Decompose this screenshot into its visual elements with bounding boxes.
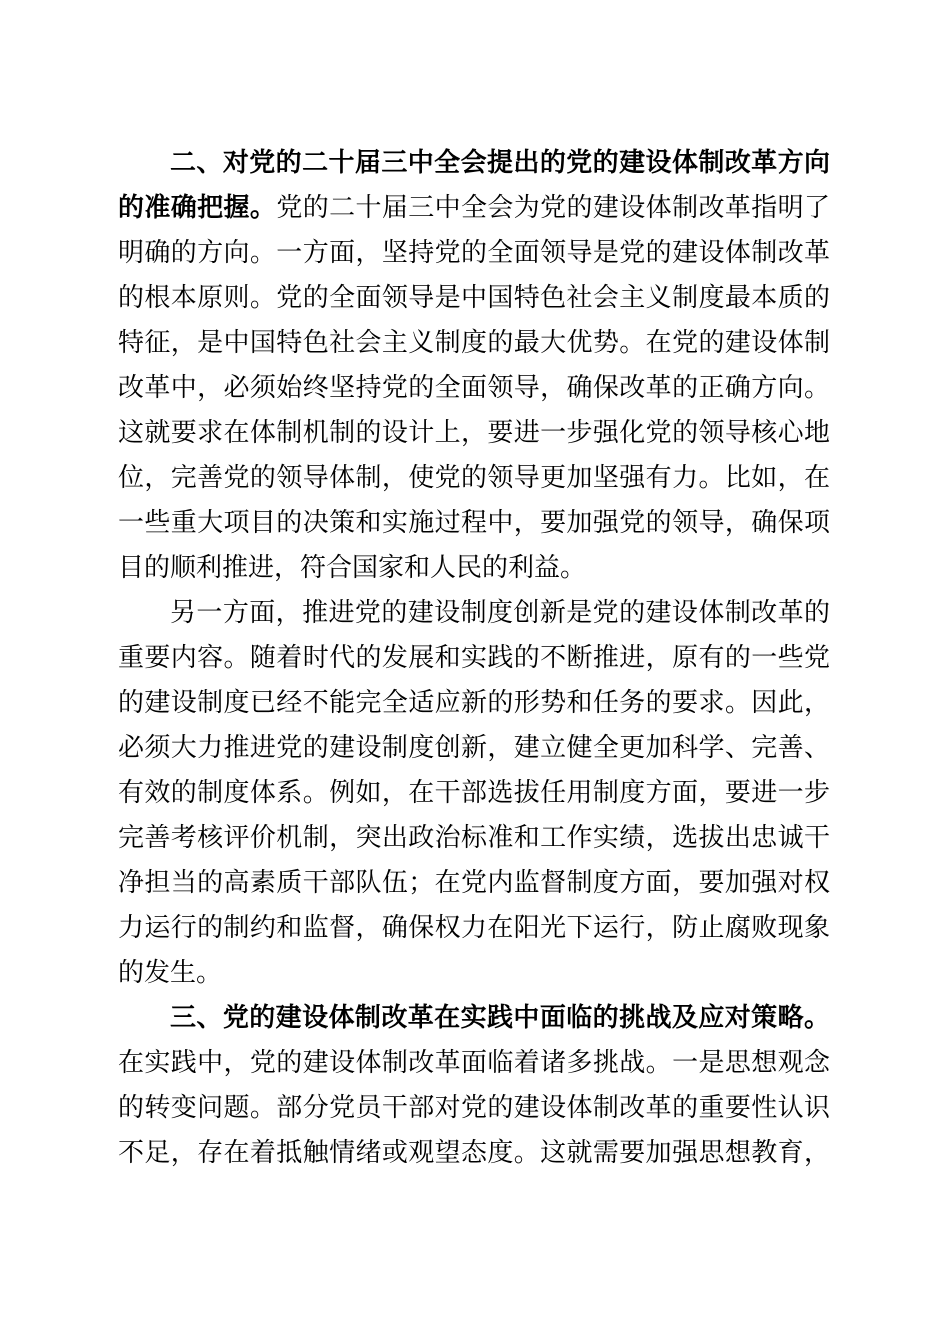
body-text-segment: 的发生。 — [118, 958, 223, 988]
text-line — [118, 410, 830, 455]
text-line — [118, 815, 830, 860]
text-line — [118, 1040, 830, 1085]
text-line — [118, 770, 830, 815]
text-line — [118, 230, 830, 275]
text-line — [118, 995, 830, 1040]
text-line — [118, 950, 830, 995]
text-line — [118, 725, 830, 770]
heading-text-segment: 的准确把握。 — [118, 193, 277, 223]
body-text-segment: 力运行的制约和监督，确保权力在阳光下运行，防止腐败现象 — [118, 913, 830, 943]
body-text-segment: 位，完善党的领导体制，使党的领导更加坚强有力。比如，在 — [118, 463, 830, 493]
body-text-segment: 另一方面，推进党的建设制度创新是党的建设体制改革的 — [170, 598, 830, 628]
body-text-segment: 的转变问题。部分党员干部对党的建设体制改革的重要性认识 — [118, 1093, 830, 1123]
text-line — [118, 500, 830, 545]
text-line — [118, 1130, 830, 1175]
text-line — [118, 320, 830, 365]
text-line — [118, 140, 830, 185]
text-line — [118, 1085, 830, 1130]
text-line — [118, 365, 830, 410]
body-text-segment: 净担当的高素质干部队伍；在党内监督制度方面，要加强对权 — [118, 868, 830, 898]
body-text-segment: 一些重大项目的决策和实施过程中，要加强党的领导，确保项 — [118, 508, 830, 538]
text-line — [118, 185, 830, 230]
body-text-segment: 目的顺利推进，符合国家和人民的利益。 — [118, 553, 587, 583]
text-line — [118, 590, 830, 635]
body-text-segment: 有效的制度体系。例如，在干部选拔任用制度方面，要进一步 — [118, 778, 830, 808]
body-text-segment: 在实践中，党的建设体制改革面临着诸多挑战。一是思想观念 — [118, 1048, 830, 1078]
body-text-segment: 改革中，必须始终坚持党的全面领导，确保改革的正确方向。 — [118, 373, 830, 403]
text-line — [118, 275, 830, 320]
text-line — [118, 635, 830, 680]
paragraph — [118, 995, 830, 1175]
body-text-segment: 必须大力推进党的建设制度创新，建立健全更加科学、完善、 — [118, 733, 830, 763]
body-text-segment: 特征，是中国特色社会主义制度的最大优势。在党的建设体制 — [118, 328, 830, 358]
heading-text-segment: 三、党的建设体制改革在实践中面临的挑战及应对策略。 — [170, 1003, 830, 1033]
body-text-segment: 的建设制度已经不能完全适应新的形势和任务的要求。因此， — [118, 688, 830, 718]
text-line — [118, 545, 830, 590]
body-text-segment: 党的二十届三中全会为党的建设体制改革指明了 — [276, 193, 830, 223]
body-text-segment: 完善考核评价机制，突出政治标准和工作实绩，选拔出忠诚干 — [118, 823, 830, 853]
text-line — [118, 455, 830, 500]
text-line — [118, 905, 830, 950]
heading-text-segment: 二、对党的二十届三中全会提出的党的建设体制改革方向 — [170, 148, 830, 178]
page-content — [118, 140, 830, 1175]
body-text-segment: 重要内容。随着时代的发展和实践的不断推进，原有的一些党 — [118, 643, 830, 673]
paragraph — [118, 140, 830, 590]
text-line — [118, 680, 830, 725]
body-text-segment: 不足，存在着抵触情绪或观望态度。这就需要加强思想教育， — [118, 1138, 830, 1168]
text-line — [118, 860, 830, 905]
body-text-segment: 明确的方向。一方面，坚持党的全面领导是党的建设体制改革 — [118, 238, 830, 268]
body-text-segment: 的根本原则。党的全面领导是中国特色社会主义制度最本质的 — [118, 283, 830, 313]
paragraph — [118, 590, 830, 995]
body-text-segment: 这就要求在体制机制的设计上，要进一步强化党的领导核心地 — [118, 418, 830, 448]
